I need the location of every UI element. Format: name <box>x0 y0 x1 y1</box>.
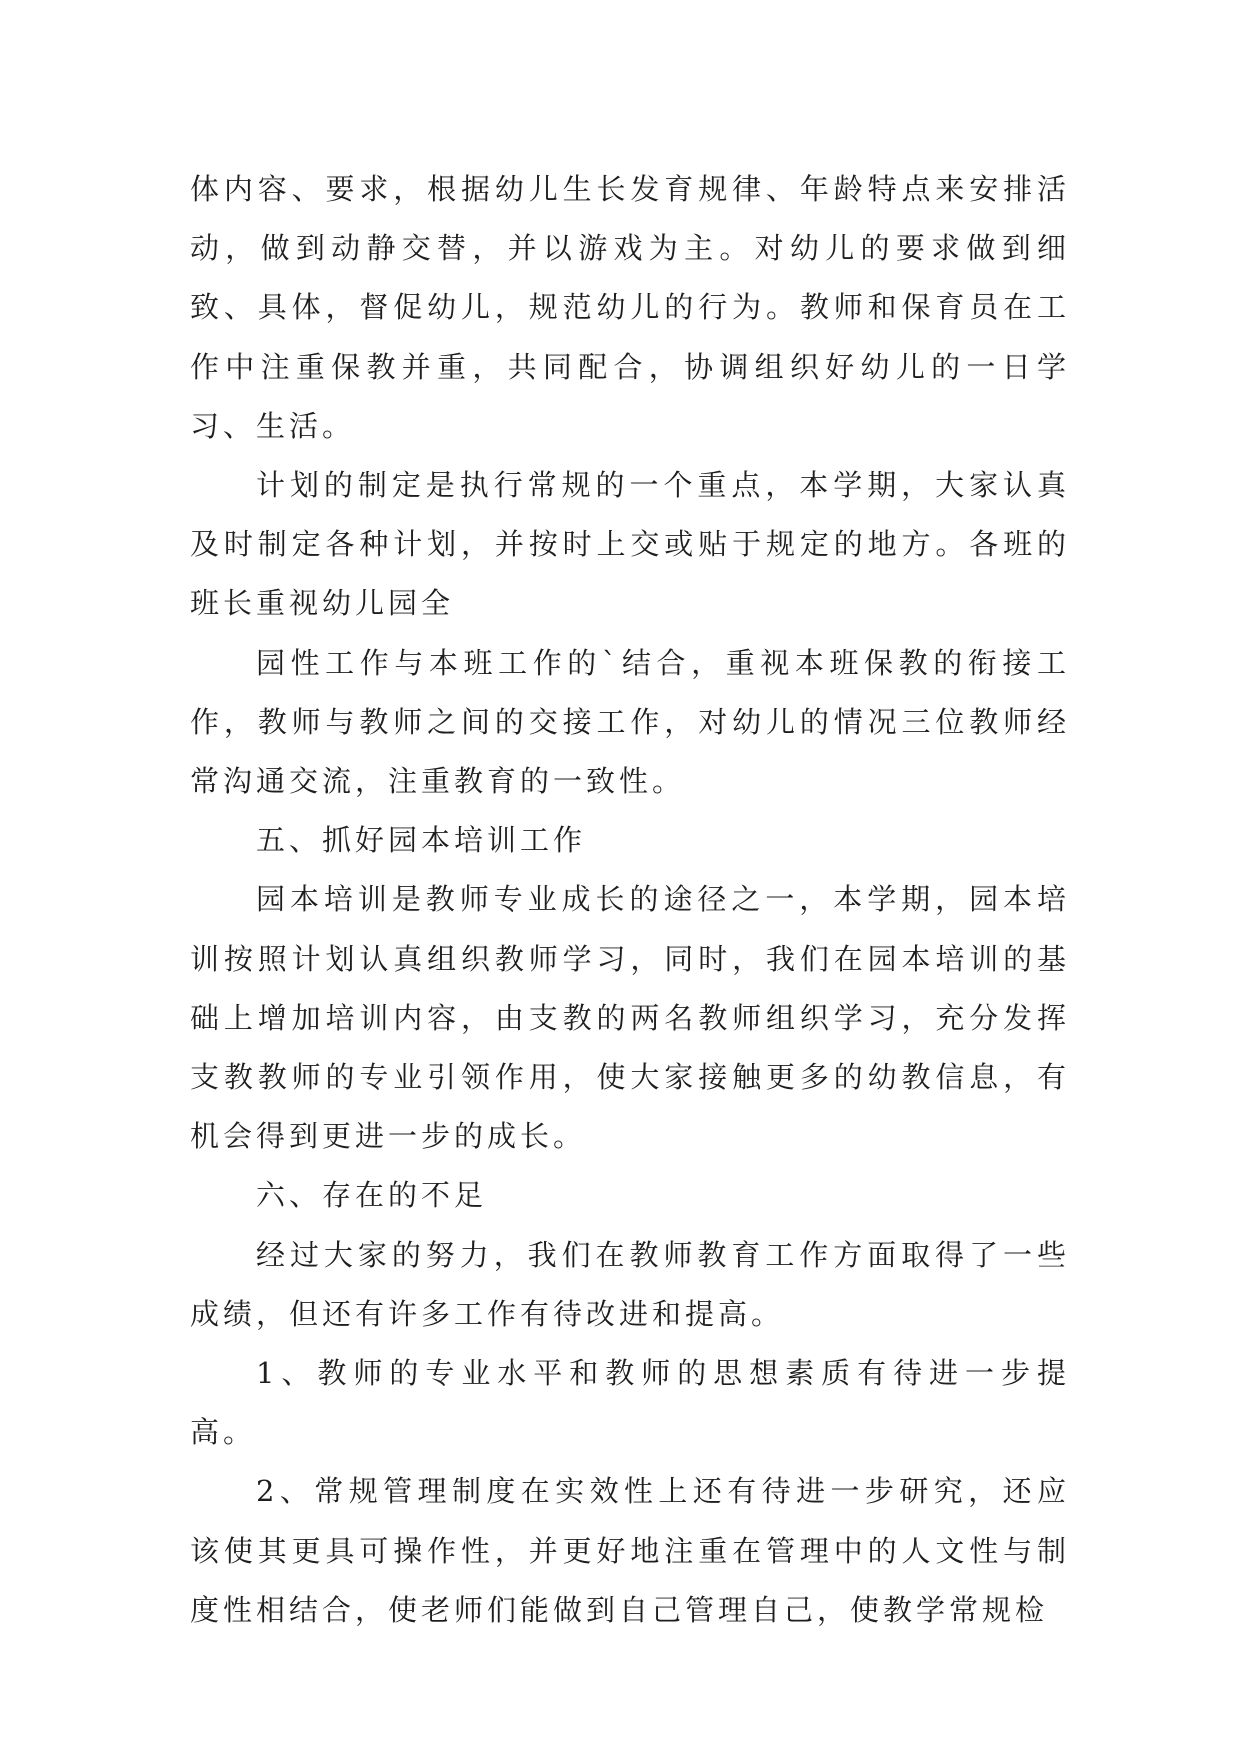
paragraph-3: 园性工作与本班工作的`结合，重视本班保教的衔接工作，教师与教师之间的交接工作，对幼儿的情况三位教师经常沟通交流，注重教育的一致性。 <box>190 645 1070 799</box>
document-body <box>190 160 1070 1640</box>
paragraph-2: 计划的制定是执行常规的一个重点，本学期，大家认真及时制定各种计划，并按时上交或贴于规定的地方。各班的班长重视幼儿园全 <box>190 468 1070 621</box>
paragraph-1: 体内容、要求，根据幼儿生长发育规律、年龄特点来安排活动，做到动静交替，并以游戏为主。对幼儿的要求做到细致、具体，督促幼儿，规范幼儿的行为。教师和保育员在工作中注重保教并重，共同配合，协调组织好幼儿的一日学习、生活。 <box>190 172 1070 443</box>
list-item-1: 1、教师的专业水平和教师的思想素质有待进一步提高。 <box>190 1356 1070 1450</box>
paragraph-5: 经过大家的努力，我们在教师教育工作方面取得了一些成绩，但还有许多工作有待改进和提高。 <box>190 1237 1070 1331</box>
section-heading-6: 六、存在的不足 <box>256 1178 488 1213</box>
section-heading-5: 五、抓好园本培训工作 <box>256 823 587 858</box>
list-item-2: 2、常规管理制度在实效性上还有待进一步研究，还应该使其更具可操作性，并更好地注重在管理中的人文性与制度性相结合，使老师们能做到自己管理自己，使教学常规检 <box>190 1474 1070 1627</box>
paragraph-4: 园本培训是教师专业成长的途径之一，本学期，园本培训按照计划认真组织教师学习，同时，我们在园本培训的基础上增加培训内容，由支教的两名教师组织学习，充分发挥支教教师的专业引领作用，使大家接触更多的幼教信息，有机会得到更进一步的成长。 <box>190 882 1070 1154</box>
